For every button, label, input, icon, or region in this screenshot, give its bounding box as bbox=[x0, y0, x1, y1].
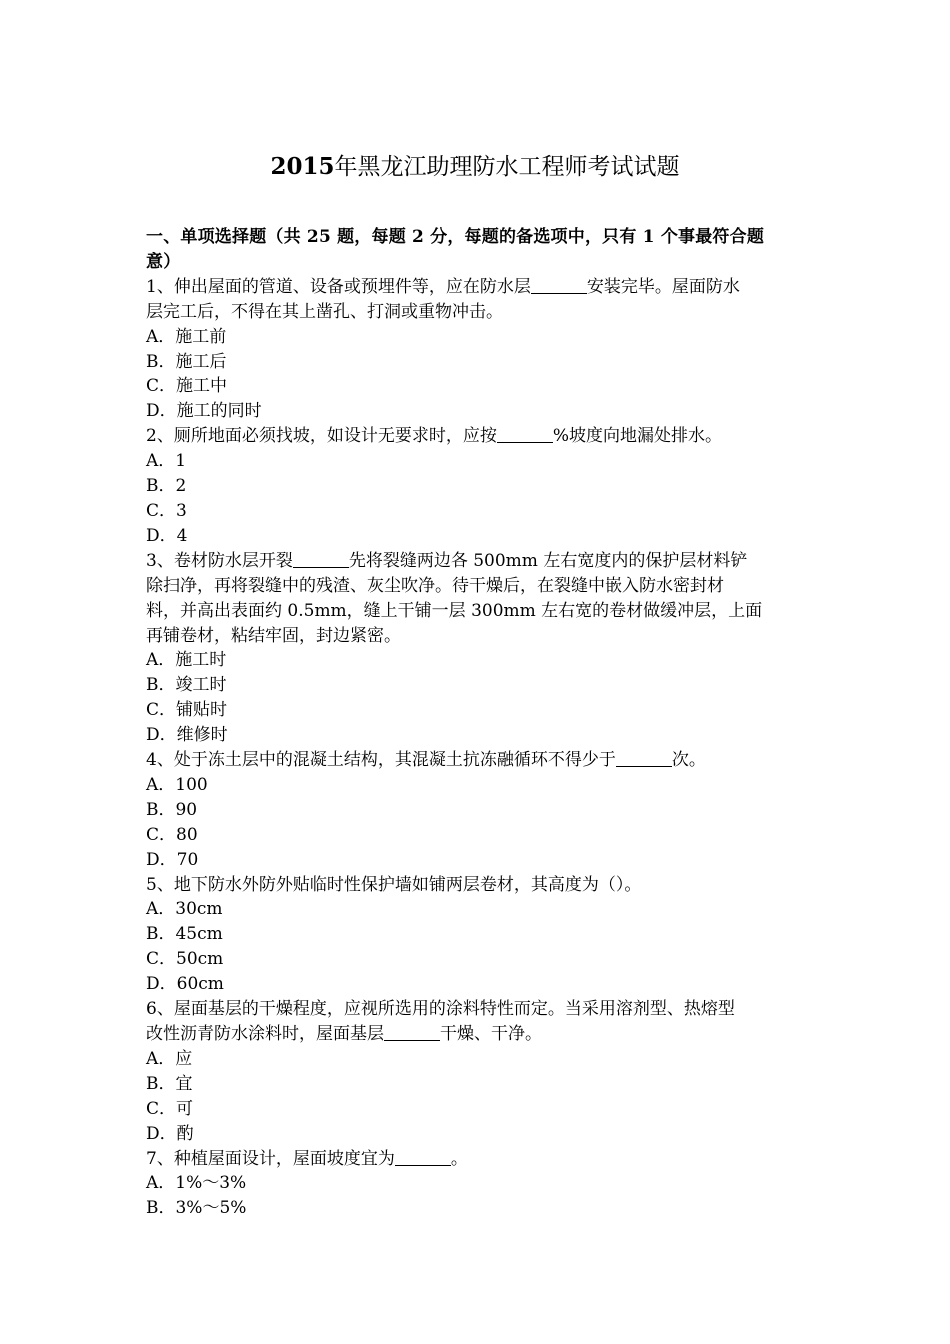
question-3-text-line-4: 再铺卷材，粘结牢固，封边紧密。 bbox=[146, 625, 401, 646]
answer-blank bbox=[395, 1147, 451, 1166]
question-4-text bbox=[146, 748, 810, 773]
question-2-part-a: 2、厕所地面必须找坡，如设计无要求时，应按 bbox=[146, 426, 497, 447]
question-7-text bbox=[146, 1147, 810, 1172]
question-4-option-c: C．80 bbox=[146, 824, 198, 845]
question-2-option-a: A．1 bbox=[146, 451, 187, 472]
answer-blank bbox=[497, 424, 553, 443]
question-1-option-d: D．施工的同时 bbox=[146, 401, 262, 422]
question-1-part-b: 安装完毕。屋面防水 bbox=[586, 276, 740, 297]
title-text: 年黑龙江助理防水工程师考试试题 bbox=[334, 154, 680, 180]
question-3-part-b: 先将裂缝两边各 500mm 左右宽度内的保护层材料铲 bbox=[348, 550, 748, 571]
document-title bbox=[0, 150, 950, 184]
question-4-part-b: 次。 bbox=[671, 750, 706, 771]
question-7-part-b: 。 bbox=[450, 1148, 468, 1169]
question-6-text: 6、屋面基层的干燥程度，应视所选用的涂料特性而定。当采用溶剂型、热熔型 bbox=[146, 999, 735, 1020]
answer-blank bbox=[293, 549, 349, 568]
question-6-option-b: B．宜 bbox=[146, 1073, 193, 1094]
question-2-part-b: %坡度向地漏处排水。 bbox=[552, 426, 722, 447]
document-body bbox=[146, 225, 810, 1221]
question-2-option-d: D．4 bbox=[146, 525, 188, 546]
question-6-option-c: C．可 bbox=[146, 1098, 194, 1119]
question-5-option-c: C．50cm bbox=[146, 949, 224, 970]
question-7-part-a: 7、种植屋面设计，屋面坡度宜为 bbox=[146, 1148, 395, 1169]
question-5-text: 5、地下防水外防外贴临时性保护墙如铺两层卷材，其高度为（）。 bbox=[146, 874, 642, 895]
question-4-option-a: A．100 bbox=[146, 774, 208, 795]
answer-blank bbox=[531, 275, 587, 294]
question-3-text bbox=[146, 549, 810, 574]
question-3-text-line-2: 除扫净，再将裂缝中的残渣、灰尘吹净。待干燥后，在裂缝中嵌入防水密封材 bbox=[146, 575, 724, 596]
question-7-option-b: B．3%～5% bbox=[146, 1198, 247, 1219]
question-1-part-a: 1、伸出屋面的管道、设备或预埋件等，应在防水层 bbox=[146, 276, 531, 297]
question-6-part-b: 干燥、干净。 bbox=[440, 1024, 542, 1044]
question-3-option-d: D．维修时 bbox=[146, 725, 228, 746]
question-1-text bbox=[146, 275, 810, 300]
question-3-option-b: B．竣工时 bbox=[146, 675, 227, 696]
question-2-option-c: C．3 bbox=[146, 500, 187, 521]
question-3-part-a: 3、卷材防水层开裂 bbox=[146, 550, 293, 571]
question-6-part-a: 改性沥青防水涂料时，屋面基层 bbox=[146, 1024, 384, 1044]
question-6-option-d: D．酌 bbox=[146, 1123, 194, 1144]
question-5-option-b: B．45cm bbox=[146, 924, 223, 945]
answer-blank bbox=[616, 748, 672, 767]
section-header-continued: 意） bbox=[146, 251, 181, 272]
question-3-option-c: C．铺贴时 bbox=[146, 700, 228, 721]
question-3-option-a: A．施工时 bbox=[146, 650, 227, 671]
question-6-text-continued bbox=[146, 1022, 810, 1047]
question-4-option-b: B．90 bbox=[146, 799, 198, 820]
question-4-option-d: D．70 bbox=[146, 849, 199, 870]
question-5-option-a: A．30cm bbox=[146, 899, 223, 920]
question-1-option-a: A．施工前 bbox=[146, 326, 227, 347]
question-3-text-line-3: 料，并高出表面约 0.5mm，缝上干铺一层 300mm 左右宽的卷材做缓冲层，上面 bbox=[146, 600, 763, 621]
question-1-text-continued: 层完工后，不得在其上凿孔、打洞或重物冲击。 bbox=[146, 301, 503, 322]
question-5-option-d: D．60cm bbox=[146, 974, 224, 995]
question-7-option-a: A．1%～3% bbox=[146, 1173, 247, 1194]
question-2-text bbox=[146, 424, 810, 449]
answer-blank bbox=[384, 1022, 440, 1041]
question-2-option-b: B．2 bbox=[146, 476, 187, 497]
question-1-option-b: B．施工后 bbox=[146, 351, 227, 372]
title-year: 2015 bbox=[270, 153, 335, 180]
question-1-option-c: C．施工中 bbox=[146, 376, 228, 397]
section-header: 一、单项选择题（共 25 题，每题 2 分，每题的备选项中，只有 1 个事最符合题 bbox=[146, 227, 765, 247]
question-6-option-a: A．应 bbox=[146, 1048, 193, 1069]
question-4-part-a: 4、处于冻土层中的混凝土结构，其混凝土抗冻融循环不得少于 bbox=[146, 750, 616, 771]
